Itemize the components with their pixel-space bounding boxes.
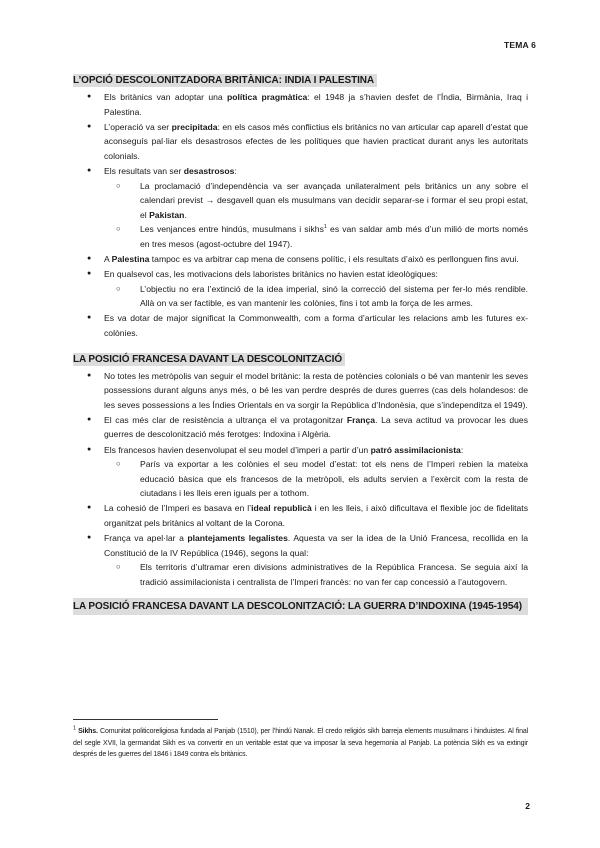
- bullet-list: [73, 369, 528, 590]
- section-heading-indochina: LA POSICIÓ FRANCESA DAVANT LA DESCOLONITZACIÓ: LA GUERRA D’INDOXINA (1945-1954): [73, 598, 528, 615]
- bullet-list: [73, 90, 528, 341]
- list-item: ● En qualsevol cas, les motivacions dels laboristes britànics no havien estat ideològiques: ○ L’objectiu no era l’extinció de la idea imperial, sinó la correcció del sistema per fer-lo més rendible. Allà on va ser factible, es van mantenir les colònies, fins i tot amb la força de les armes.: [73, 267, 528, 311]
- footnote-divider: [73, 719, 218, 720]
- sub-list-item: ○ La proclamació d’independència va ser avançada unilateralment pels britànics un any sobre el calendari previst → desgavell quan els musulmans van decidir separar-se i formar el seu propi estat, el Pakistan.: [104, 179, 528, 223]
- document-body: [73, 70, 528, 618]
- sub-list-item: ○ L’objectiu no era l’extinció de la idea imperial, sinó la correcció del sistema per fer-lo més rendible. Allà on va ser factible, es van mantenir les colònies, fins i tot amb la força de les armes.: [104, 282, 528, 311]
- footnote-number: 1: [73, 725, 76, 732]
- sub-list-item: ○ Els territoris d’ultramar eren divisions administratives de la República Francesa. Se seguia així la tradició assimilacionista i centralista de l’Imperi francès: no van fer cap concessió a l’autogovern.: [104, 560, 528, 589]
- footnote-ref[interactable]: 1: [323, 224, 327, 231]
- list-item: ● Els resultats van ser desastrosos: ○ La proclamació d’independència va ser avançada unilateralment pels britànics un any sobre el calendari previst → desgavell quan els musulmans van decidir separar-se i formar el seu propi estat, el Pakistan. ○ Les venjances entre hindús, musulmans i sikhs$^1$ es van saldar amb més d’un milió de morts només en tres mesos (agost-octubre del 1947).: [73, 164, 528, 252]
- sub-list: [104, 560, 528, 589]
- section-heading-british: L’OPCIÓ DESCOLONITZADORA BRITÀNICA: INDIA I PALESTINA: [73, 74, 377, 87]
- section-british: [73, 70, 528, 341]
- list-item: ● A Palestina tampoc es va arbitrar cap mena de consens polític, i els resultats d’això es perllonguen fins avui.: [73, 252, 528, 267]
- page-header-tema: TEMA 6: [503, 40, 536, 50]
- section-heading-french: LA POSICIÓ FRANCESA DAVANT LA DESCOLONITZACIÓ: [73, 353, 345, 366]
- list-item: ● Els francesos havien desenvolupat el seu model d’imperi a partir d’un patró assimilacionista: ○ París va exportar a les colònies el seu model d’estat: tot els nens de l’Imperi rebien la mateixa educació bàsica que els francesos de la metròpoli, els adults servien a l’exèrcit com la resta de ciutadans i les lleis eren iguals per a tothom.: [73, 443, 528, 501]
- sub-list: [104, 457, 528, 501]
- list-item: ● Es va dotar de major significat la Commonwealth, com a forma d’articular les relacions amb les futures ex-colònies.: [73, 311, 528, 340]
- sub-list: [104, 179, 528, 252]
- list-item: ● França va apel·lar a plantejaments legalistes. Aquesta va ser la idea de la Unió Francesa, recollida en la Constitució de la IV República (1946), segons la qual: ○ Els territoris d’ultramar eren divisions administratives de la República Francesa. Se seguia així la tradició assimilacionista i centralista de l’Imperi francès: no van fer cap concessió a l’autogovern.: [73, 531, 528, 589]
- sub-list: [104, 282, 528, 311]
- list-item: ● La cohesió de l’Imperi es basava en l’ideal republicà i en les lleis, i això dificultava el flexible joc de fidelitats organitzat pels britànics al voltant de la Corona.: [73, 501, 528, 530]
- list-item: ● El cas més clar de resistència a ultrança el va protagonitzar França. La seva actitud va provocar les dues guerres de descolonització més ferotges: Indoxina i Algèria.: [73, 413, 528, 442]
- page-number: 2: [525, 801, 530, 811]
- list-item: ● L’operació va ser precipitada: en els casos més conflictius els britànics no van articular cap aparell d’estat que aconseguís pal·liar els desastrosos efectes de les polítiques que havien practicat durant anys les autoritats colonials.: [73, 120, 528, 164]
- sub-list-item: ○ Les venjances entre hindús, musulmans i sikhs$^1$ es van saldar amb més d’un milió de morts només en tres mesos (agost-octubre del 1947).: [104, 222, 528, 251]
- list-item: ● Els britànics van adoptar una política pragmàtica: el 1948 ja s’havien desfet de l’Índia, Birmània, Iraq i Palestina.: [73, 90, 528, 119]
- footnote: $^1$ Sikhs. Comunitat politicoreligiosa fundada al Panjab (1510), per l’hindú Nanak. El credo religiós sikh barreja elements musulmans i hinduistes. Al final del segle XVII, la germandat Sikh es va convertir en un veritable estat que va imposar la seva hegemonia al Panjab. La potència Sikh es va extingir després de les guerres del 1846 i 1849 contra els britànics.: [73, 725, 529, 758]
- section-french: [73, 349, 528, 590]
- sub-list-item: ○ París va exportar a les colònies el seu model d’estat: tot els nens de l’Imperi rebien la mateixa educació bàsica que els francesos de la metròpoli, els adults servien a l’exèrcit com la resta de ciutadans i les lleis eren iguals per a tothom.: [104, 457, 528, 501]
- list-item: ● No totes les metròpolis van seguir el model britànic: la resta de potències colonials o bé van mantenir les seves possessions durant alguns anys més, o bé les van perdre després de dures guerres (cas dels holandesos: de les seves possessions a les Índies Orientals en va sorgir la República d’Indonèsia, que s’independitza el 1949).: [73, 369, 528, 413]
